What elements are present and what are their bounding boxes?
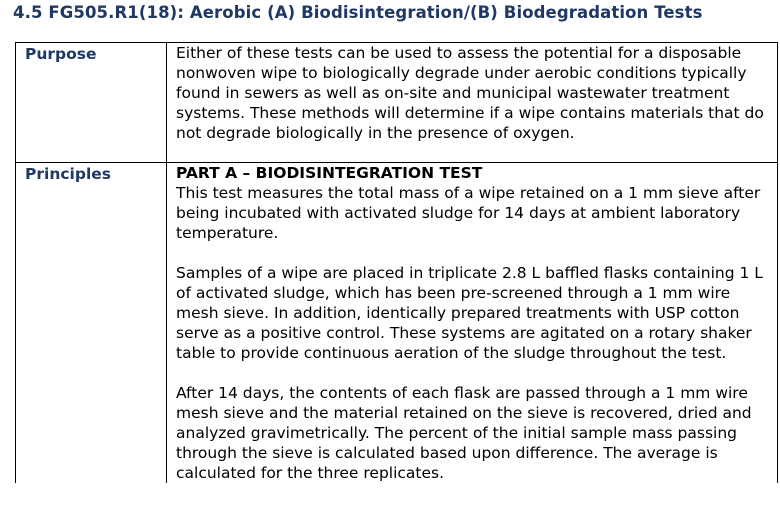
purpose-label-cell [16, 43, 167, 163]
principles-text-cell [167, 163, 778, 484]
purpose-text-cell [167, 43, 778, 163]
principles-label: Principles [25, 165, 111, 183]
table-row-principles [16, 163, 778, 484]
table-row-purpose [16, 43, 778, 163]
purpose-label: Purpose [25, 45, 97, 63]
part-a-title: PART A – BIODISINTEGRATION TEST [176, 164, 483, 182]
principles-paragraph-1: This test measures the total mass of a wipe retained on a 1 mm sieve after being incubated with activated sludge for 14 days at ambient laboratory temperature. [176, 184, 761, 242]
purpose-text: Either of these tests can be used to assess the potential for a disposable nonwoven wipe to biologically degrade under aerobic conditions typically found in sewers as well as on-site and municipal wastewater treatment systems. These methods will determine if a wipe contains materials that do not degrade biologically in the presence of oxygen. [176, 44, 764, 142]
test-spec-table [15, 42, 778, 483]
principles-paragraph-3: After 14 days, the contents of each flask are passed through a 1 mm wire mesh sieve and the material retained on the sieve is recovered, dried and analyzed gravimetrically. The percent of the initial sample mass passing through the sieve is calculated based upon difference. The average is calculated for the three replicates. [176, 384, 752, 482]
principles-paragraph-2: Samples of a wipe are placed in triplicate 2.8 L baffled flasks containing 1 L of activated sludge, which has been pre-screened through a 1 mm wire mesh sieve. In addition, identically prepared treatments with USP cotton serve as a positive control. These systems are agitated on a rotary shaker table to provide continuous aeration of the sludge throughout the test. [176, 264, 763, 362]
principles-label-cell [16, 163, 167, 484]
section-heading: 4.5 FG505.R1(18): Aerobic (A) Biodisintegration/(B) Biodegradation Tests [13, 3, 703, 22]
